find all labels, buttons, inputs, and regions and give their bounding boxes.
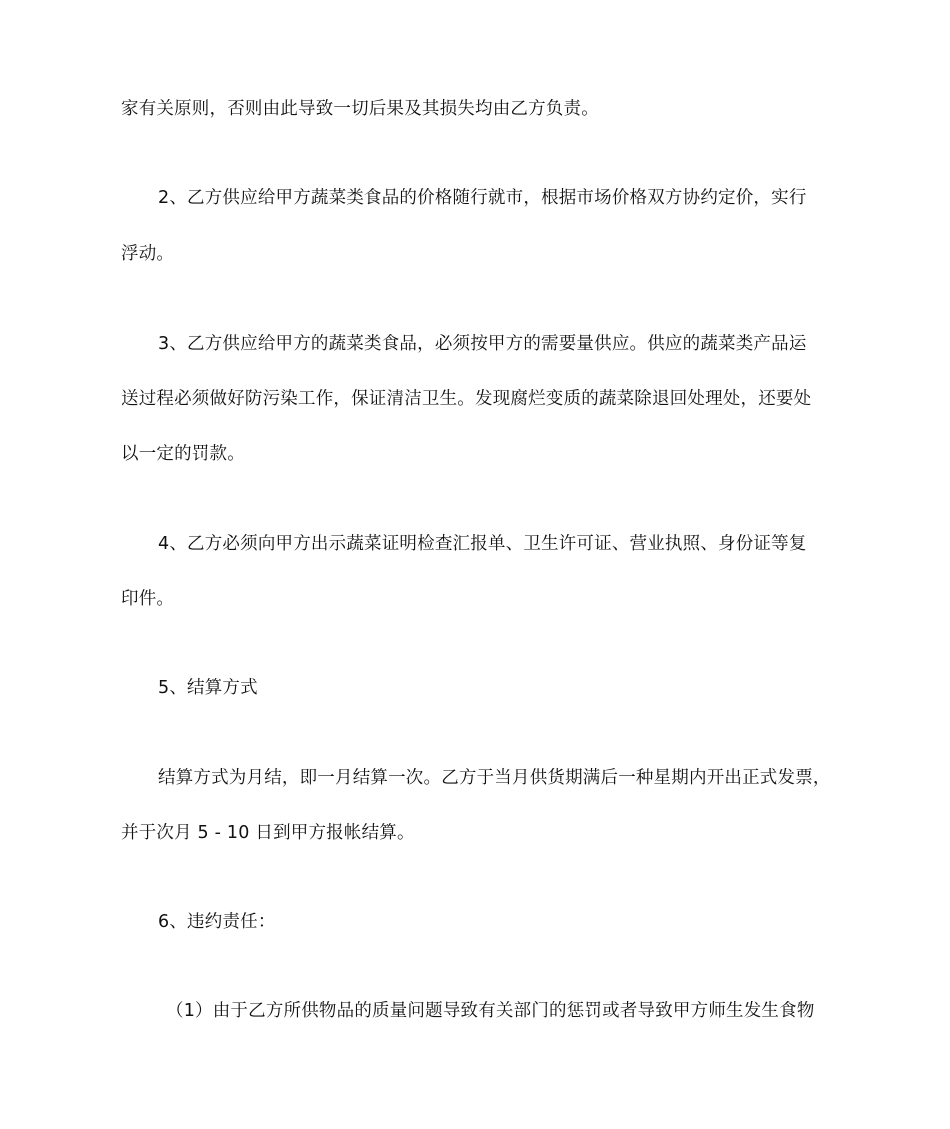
clause-3-line-2: 送过程必须做好防污染工作，保证清洁卫生。发现腐烂变质的蔬菜除退回处理处，还要处 bbox=[121, 389, 812, 409]
clause-4-line-1: 4、乙方必须向甲方出示蔬菜证明检查汇报单、卫生许可证、营业执照、身份证等复 bbox=[158, 534, 807, 554]
clause-5-heading: 5、结算方式 bbox=[158, 678, 258, 698]
text-line: 家有关原则，否则由此导致一切后果及其损失均由乙方负责。 bbox=[121, 99, 599, 119]
clause-2-line-1: 2、乙方供应给甲方蔬菜类食品的价格随行就市，根据市场价格双方协约定价，实行 bbox=[158, 188, 807, 208]
clause-3-line-1: 3、乙方供应给甲方的蔬菜类食品，必须按甲方的需要量供应。供应的蔬菜类产品运 bbox=[158, 334, 807, 354]
clause-4-line-2: 印件。 bbox=[121, 589, 175, 609]
settlement-line-2: 并于次月 5 - 10 日到甲方报帐结算。 bbox=[121, 823, 415, 843]
clause-6-heading: 6、违约责任： bbox=[158, 912, 276, 932]
clause-2-line-2: 浮动。 bbox=[121, 244, 175, 264]
clause-3-line-3: 以一定的罚款。 bbox=[121, 444, 245, 464]
settlement-line-1: 结算方式为月结，即一月结算一次。乙方于当月供货期满后一种星期内开出正式发票， bbox=[158, 768, 831, 788]
clause-6-1-line-1: （1）由于乙方所供物品的质量问题导致有关部门的惩罚或者导致甲方师生发生食物 bbox=[166, 1001, 815, 1021]
